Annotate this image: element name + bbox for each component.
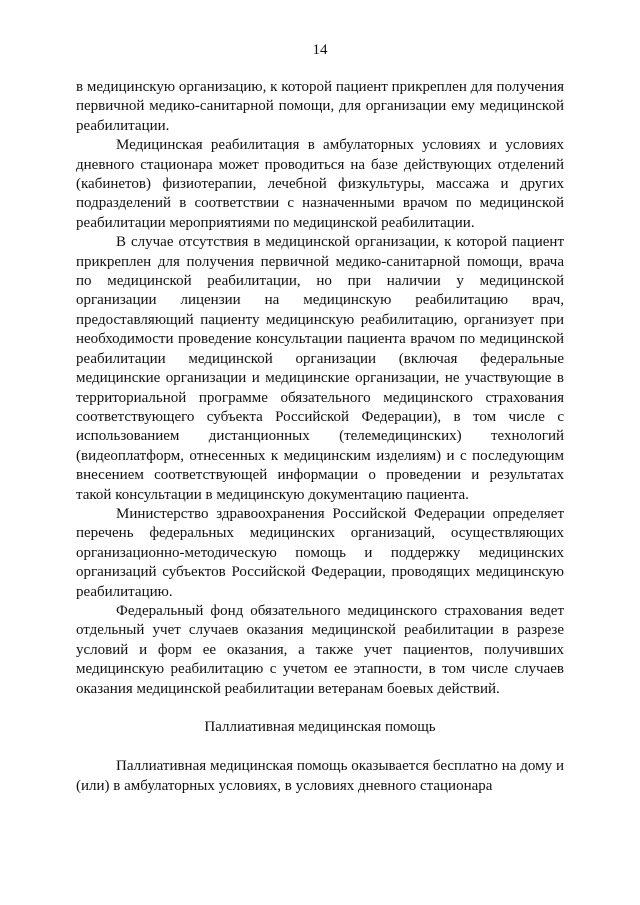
- section-heading: Паллиативная медицинская помощь: [204, 719, 436, 736]
- paragraph: Министерство здравоохранения Российской Федерации определяет перечень федеральных медицинских организаций, осуществляющих организационно-методическую помощь и поддержку медицинских организаций субъектов Российской Федерации, проводящих медицинскую реабилитацию.: [76, 505, 564, 600]
- paragraph-continuation: в медицинскую организацию, к которой пациент прикреплен для получения первичной медико-санитарной помощи, для организации ему медицинской реабилитации.: [76, 79, 564, 134]
- paragraph: В случае отсутствия в медицинской организации, к которой пациент прикреплен для получения первичной медико-санитарной помощи, врача по медицинской реабилитации, но при наличии у медицинской организации лицензии на медицинскую реабилитацию врач, предоставляющий пациенту медицинскую реабилитацию, организует при необходимости проведение консультации пациента врачом по медицинской реабилитации медицинской организации (включая федеральные медицинские организации и медицинские организации, не участвующие в территориальной программе обязательного медицинского страхования соответствующего субъекта Российской Федерации), в том числе с использованием дистанционных (телемедицинских) технологий (видеоплатформ, отнесенных к медицинским изделиям) и с последующим внесением соответствующей информации о проведении и результатах такой консультации в медицинскую документацию пациента.: [76, 234, 564, 503]
- paragraph: Федеральный фонд обязательного медицинского страхования ведет отдельный учет случаев оказания медицинской реабилитации в разрезе условий и форм ее оказания, а также учет пациентов, получивших медицинскую реабилитацию с учетом ее этапности, в том числе случаев оказания медицинской реабилитации ветеранам боевых действий.: [76, 602, 564, 697]
- page-number: 14: [312, 42, 328, 58]
- document-body: [76, 78, 564, 796]
- paragraph: Медицинская реабилитация в амбулаторных условиях и условиях дневного стационара может проводиться на базе действующих отделений (кабинетов) физиотерапии, лечебной физкультуры, массажа и других подразделений в соответствии с назначенными врачом по медицинской реабилитации мероприятиями по медицинской реабилитации.: [76, 137, 564, 231]
- paragraph-last: Паллиативная медицинская помощь оказывается бесплатно на дому и (или) в амбулаторных условиях, в условиях дневного стационара: [76, 758, 564, 794]
